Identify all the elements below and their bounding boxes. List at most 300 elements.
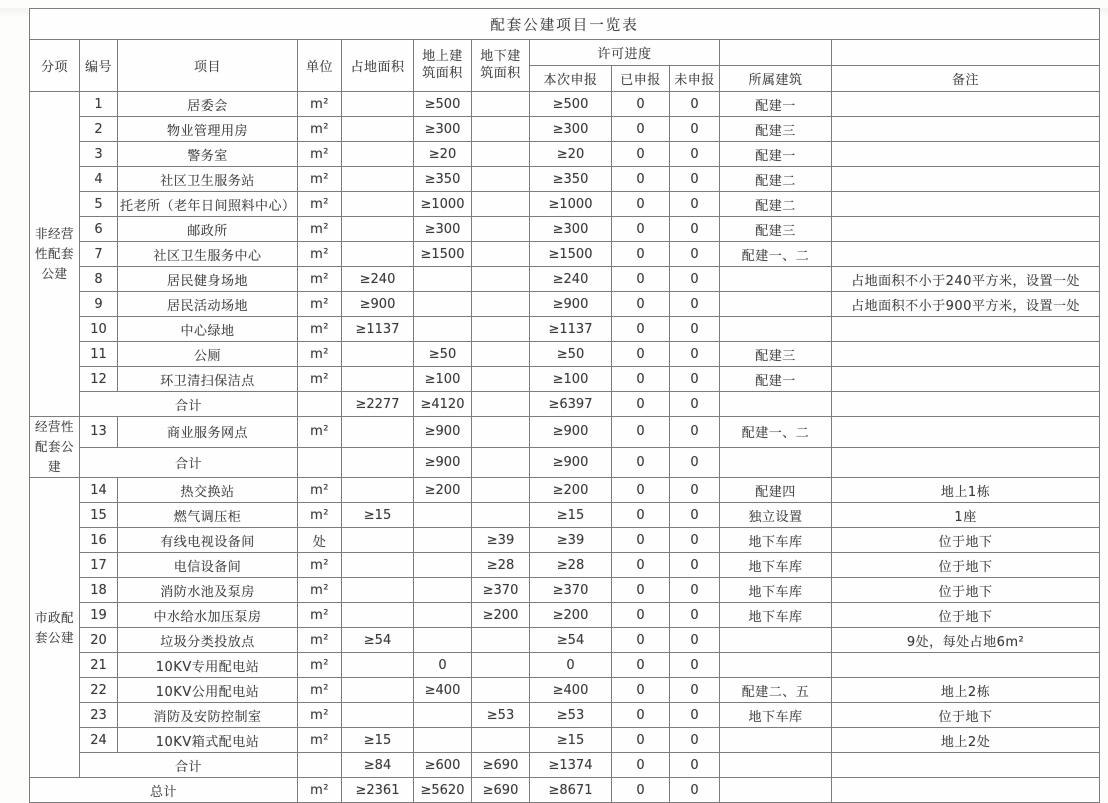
col-header-above-area: 地上建筑面积 bbox=[414, 40, 472, 92]
cell-land-area: ≥2361 bbox=[342, 778, 414, 803]
cell-project: 电信设备间 bbox=[118, 553, 298, 578]
table-row bbox=[30, 92, 1100, 117]
col-header-unit: 单位 bbox=[298, 40, 342, 92]
cell-land-area bbox=[342, 142, 414, 167]
public-facilities-table bbox=[29, 8, 1100, 803]
table-row bbox=[30, 167, 1100, 192]
cell-applied: 0 bbox=[612, 217, 670, 242]
cell-applied: 0 bbox=[612, 92, 670, 117]
cell-applied: 0 bbox=[612, 292, 670, 317]
table-row bbox=[30, 417, 1100, 448]
cell-applied: 0 bbox=[612, 678, 670, 703]
table-row bbox=[30, 678, 1100, 703]
cell-above-area: ≥900 bbox=[414, 417, 472, 448]
cell-remark bbox=[832, 447, 1100, 478]
cell-above-area bbox=[414, 553, 472, 578]
cell-building: 配建三 bbox=[720, 217, 832, 242]
cell-unit: m² bbox=[298, 417, 342, 448]
table-row bbox=[30, 603, 1100, 628]
cell-above-area: ≥1000 bbox=[414, 192, 472, 217]
cell-no: 5 bbox=[80, 192, 118, 217]
col-header-project: 项目 bbox=[118, 40, 298, 92]
cell-project: 托老所（老年日间照料中心） bbox=[118, 192, 298, 217]
cell-applied: 0 bbox=[612, 417, 670, 448]
cell-remark: 位于地下 bbox=[832, 703, 1100, 728]
table-row bbox=[30, 242, 1100, 267]
cell-land-area bbox=[342, 703, 414, 728]
cell-current-apply: ≥350 bbox=[530, 167, 612, 192]
cell-below-area bbox=[472, 447, 530, 478]
cell-project: 10KV专用配电站 bbox=[118, 653, 298, 678]
cell-below-area: ≥690 bbox=[472, 753, 530, 778]
table-title: 配套公建项目一览表 bbox=[30, 9, 1100, 40]
cell-not-applied: 0 bbox=[670, 342, 720, 367]
cell-building bbox=[720, 628, 832, 653]
cell-applied: 0 bbox=[612, 267, 670, 292]
cell-below-area bbox=[472, 367, 530, 392]
cell-remark bbox=[832, 342, 1100, 367]
cell-applied: 0 bbox=[612, 653, 670, 678]
cell-remark bbox=[832, 367, 1100, 392]
cell-not-applied: 0 bbox=[670, 367, 720, 392]
cell-no: 3 bbox=[80, 142, 118, 167]
cell-building: 配建一 bbox=[720, 142, 832, 167]
cell-land-area bbox=[342, 117, 414, 142]
cell-land-area bbox=[342, 653, 414, 678]
cell-project: 10KV公用配电站 bbox=[118, 678, 298, 703]
cell-building bbox=[720, 653, 832, 678]
cell-unit: m² bbox=[298, 117, 342, 142]
cell-project: 中心绿地 bbox=[118, 317, 298, 342]
col-header-remark: 备注 bbox=[832, 66, 1100, 92]
cell-building: 配建四 bbox=[720, 478, 832, 503]
cell-above-area: ≥300 bbox=[414, 217, 472, 242]
cell-no: 21 bbox=[80, 653, 118, 678]
cell-building bbox=[720, 292, 832, 317]
cell-below-area: ≥200 bbox=[472, 603, 530, 628]
cell-below-area bbox=[472, 678, 530, 703]
cell-no: 18 bbox=[80, 578, 118, 603]
cell-below-area bbox=[472, 728, 530, 753]
cell-current-apply: ≥300 bbox=[530, 117, 612, 142]
cell-no: 9 bbox=[80, 292, 118, 317]
cell-applied: 0 bbox=[612, 703, 670, 728]
table-row bbox=[30, 117, 1100, 142]
cell-no: 10 bbox=[80, 317, 118, 342]
cell-project: 居民活动场地 bbox=[118, 292, 298, 317]
cell-land-area bbox=[342, 217, 414, 242]
cell-below-area bbox=[472, 192, 530, 217]
table-row bbox=[30, 653, 1100, 678]
cell-current-apply: ≥400 bbox=[530, 678, 612, 703]
cell-below-area bbox=[472, 217, 530, 242]
group-label: 非经营性配套公建 bbox=[30, 92, 80, 417]
cell-land-area bbox=[342, 528, 414, 553]
cell-not-applied: 0 bbox=[670, 292, 720, 317]
cell-not-applied: 0 bbox=[670, 603, 720, 628]
cell-not-applied: 0 bbox=[670, 192, 720, 217]
header-row-1 bbox=[30, 40, 1100, 66]
col-header-sub-item: 分项 bbox=[30, 40, 80, 92]
cell-not-applied: 0 bbox=[670, 117, 720, 142]
cell-no: 15 bbox=[80, 503, 118, 528]
table-row bbox=[30, 317, 1100, 342]
cell-applied: 0 bbox=[612, 142, 670, 167]
cell-remark bbox=[832, 653, 1100, 678]
cell-not-applied: 0 bbox=[670, 417, 720, 448]
cell-below-area bbox=[472, 117, 530, 142]
table-row bbox=[30, 267, 1100, 292]
cell-building bbox=[720, 753, 832, 778]
cell-project: 垃圾分类投放点 bbox=[118, 628, 298, 653]
cell-above-area: ≥4120 bbox=[414, 392, 472, 417]
cell-current-apply: ≥54 bbox=[530, 628, 612, 653]
cell-remark: 9处，每处占地6m² bbox=[832, 628, 1100, 653]
cell-building bbox=[720, 267, 832, 292]
cell-current-apply: ≥370 bbox=[530, 578, 612, 603]
cell-not-applied: 0 bbox=[670, 728, 720, 753]
cell-not-applied: 0 bbox=[670, 753, 720, 778]
cell-above-area bbox=[414, 578, 472, 603]
table-row bbox=[30, 578, 1100, 603]
cell-building: 独立设置 bbox=[720, 503, 832, 528]
table-row bbox=[30, 528, 1100, 553]
cell-unit: m² bbox=[298, 703, 342, 728]
col-header-below-area: 地下建筑面积 bbox=[472, 40, 530, 92]
cell-applied: 0 bbox=[612, 553, 670, 578]
cell-below-area: ≥28 bbox=[472, 553, 530, 578]
cell-land-area bbox=[342, 603, 414, 628]
cell-above-area bbox=[414, 603, 472, 628]
cell-not-applied: 0 bbox=[670, 217, 720, 242]
cell-project: 居委会 bbox=[118, 92, 298, 117]
cell-building: 配建二、五 bbox=[720, 678, 832, 703]
cell-current-apply: 0 bbox=[530, 653, 612, 678]
cell-unit: 处 bbox=[298, 528, 342, 553]
cell-above-area bbox=[414, 292, 472, 317]
cell-applied: 0 bbox=[612, 628, 670, 653]
table-row bbox=[30, 217, 1100, 242]
cell-unit bbox=[298, 392, 342, 417]
cell-above-area bbox=[414, 317, 472, 342]
cell-above-area: ≥50 bbox=[414, 342, 472, 367]
cell-building: 配建一、二 bbox=[720, 242, 832, 267]
cell-project: 公厕 bbox=[118, 342, 298, 367]
cell-land-area bbox=[342, 367, 414, 392]
cell-unit: m² bbox=[298, 142, 342, 167]
cell-land-area: ≥240 bbox=[342, 267, 414, 292]
cell-no: 11 bbox=[80, 342, 118, 367]
cell-unit: m² bbox=[298, 92, 342, 117]
cell-building: 地下车库 bbox=[720, 703, 832, 728]
table-row bbox=[30, 192, 1100, 217]
cell-current-apply: ≥1374 bbox=[530, 753, 612, 778]
cell-unit: m² bbox=[298, 478, 342, 503]
cell-unit: m² bbox=[298, 553, 342, 578]
cell-remark bbox=[832, 417, 1100, 448]
cell-current-apply: ≥1137 bbox=[530, 317, 612, 342]
cell-building: 配建二 bbox=[720, 167, 832, 192]
cell-unit: m² bbox=[298, 342, 342, 367]
cell-no: 20 bbox=[80, 628, 118, 653]
cell-unit: m² bbox=[298, 678, 342, 703]
cell-current-apply: ≥28 bbox=[530, 553, 612, 578]
cell-land-area: ≥900 bbox=[342, 292, 414, 317]
col-header-current-apply: 本次申报 bbox=[530, 66, 612, 92]
cell-current-apply: ≥39 bbox=[530, 528, 612, 553]
cell-project: 中水给水加压泵房 bbox=[118, 603, 298, 628]
cell-building: 地下车库 bbox=[720, 603, 832, 628]
cell-not-applied: 0 bbox=[670, 653, 720, 678]
cell-above-area: ≥1500 bbox=[414, 242, 472, 267]
cell-project: 消防水池及泵房 bbox=[118, 578, 298, 603]
cell-above-area: 0 bbox=[414, 653, 472, 678]
cell-below-area bbox=[472, 292, 530, 317]
cell-current-apply: ≥15 bbox=[530, 728, 612, 753]
cell-project: 有线电视设备间 bbox=[118, 528, 298, 553]
cell-above-area: ≥900 bbox=[414, 447, 472, 478]
cell-land-area bbox=[342, 678, 414, 703]
cell-building: 配建一 bbox=[720, 367, 832, 392]
cell-remark bbox=[832, 778, 1100, 803]
cell-below-area bbox=[472, 478, 530, 503]
cell-no: 16 bbox=[80, 528, 118, 553]
cell-no: 4 bbox=[80, 167, 118, 192]
subtotal-row bbox=[30, 753, 1100, 778]
table-row bbox=[30, 367, 1100, 392]
cell-above-area bbox=[414, 267, 472, 292]
cell-remark: 位于地下 bbox=[832, 578, 1100, 603]
cell-project: 消防及安防控制室 bbox=[118, 703, 298, 728]
cell-above-area bbox=[414, 728, 472, 753]
cell-not-applied: 0 bbox=[670, 528, 720, 553]
cell-remark bbox=[832, 167, 1100, 192]
cell-above-area: ≥300 bbox=[414, 117, 472, 142]
cell-below-area bbox=[472, 628, 530, 653]
cell-applied: 0 bbox=[612, 117, 670, 142]
cell-current-apply: ≥1500 bbox=[530, 242, 612, 267]
subtotal-row bbox=[30, 392, 1100, 417]
cell-applied: 0 bbox=[612, 753, 670, 778]
table-row bbox=[30, 628, 1100, 653]
cell-applied: 0 bbox=[612, 392, 670, 417]
cell-below-area bbox=[472, 503, 530, 528]
table-row bbox=[30, 342, 1100, 367]
cell-below-area: ≥690 bbox=[472, 778, 530, 803]
cell-no: 23 bbox=[80, 703, 118, 728]
cell-land-area: ≥2277 bbox=[342, 392, 414, 417]
cell-land-area bbox=[342, 478, 414, 503]
cell-building bbox=[720, 392, 832, 417]
cell-applied: 0 bbox=[612, 578, 670, 603]
cell-applied: 0 bbox=[612, 778, 670, 803]
cell-building bbox=[720, 728, 832, 753]
cell-subtotal-label: 合计 bbox=[80, 447, 298, 478]
cell-unit: m² bbox=[298, 267, 342, 292]
scanned-document-page bbox=[0, 8, 1108, 800]
cell-land-area bbox=[342, 167, 414, 192]
cell-current-apply: ≥900 bbox=[530, 292, 612, 317]
cell-unit: m² bbox=[298, 728, 342, 753]
cell-project: 环卫清扫保洁点 bbox=[118, 367, 298, 392]
cell-below-area bbox=[472, 242, 530, 267]
col-header-not-applied: 未申报 bbox=[670, 66, 720, 92]
cell-unit: m² bbox=[298, 578, 342, 603]
cell-project: 热交换站 bbox=[118, 478, 298, 503]
cell-applied: 0 bbox=[612, 728, 670, 753]
cell-remark: 地上2处 bbox=[832, 728, 1100, 753]
table-row bbox=[30, 503, 1100, 528]
subtotal-row bbox=[30, 447, 1100, 478]
cell-not-applied: 0 bbox=[670, 317, 720, 342]
cell-applied: 0 bbox=[612, 528, 670, 553]
cell-not-applied: 0 bbox=[670, 142, 720, 167]
cell-current-apply: ≥500 bbox=[530, 92, 612, 117]
cell-remark bbox=[832, 753, 1100, 778]
cell-land-area bbox=[342, 578, 414, 603]
cell-no: 19 bbox=[80, 603, 118, 628]
cell-not-applied: 0 bbox=[670, 92, 720, 117]
cell-no: 24 bbox=[80, 728, 118, 753]
cell-current-apply: ≥100 bbox=[530, 367, 612, 392]
cell-no: 2 bbox=[80, 117, 118, 142]
table-row bbox=[30, 703, 1100, 728]
cell-not-applied: 0 bbox=[670, 553, 720, 578]
cell-below-area bbox=[472, 92, 530, 117]
cell-current-apply: ≥240 bbox=[530, 267, 612, 292]
cell-applied: 0 bbox=[612, 478, 670, 503]
cell-current-apply: ≥15 bbox=[530, 503, 612, 528]
cell-land-area: ≥84 bbox=[342, 753, 414, 778]
col-header-permit-progress: 许可进度 bbox=[530, 40, 720, 66]
cell-above-area: ≥200 bbox=[414, 478, 472, 503]
cell-unit: m² bbox=[298, 292, 342, 317]
cell-above-area bbox=[414, 703, 472, 728]
cell-above-area bbox=[414, 528, 472, 553]
cell-land-area bbox=[342, 342, 414, 367]
cell-below-area bbox=[472, 417, 530, 448]
cell-unit bbox=[298, 447, 342, 478]
title-row bbox=[30, 9, 1100, 40]
table-row bbox=[30, 478, 1100, 503]
cell-applied: 0 bbox=[612, 192, 670, 217]
cell-land-area: ≥54 bbox=[342, 628, 414, 653]
col-header-no: 编号 bbox=[80, 40, 118, 92]
table-row bbox=[30, 553, 1100, 578]
cell-current-apply: ≥200 bbox=[530, 478, 612, 503]
cell-unit: m² bbox=[298, 167, 342, 192]
cell-unit: m² bbox=[298, 242, 342, 267]
cell-above-area: ≥20 bbox=[414, 142, 472, 167]
cell-land-area bbox=[342, 192, 414, 217]
cell-remark: 位于地下 bbox=[832, 553, 1100, 578]
cell-remark: 占地面积不小于900平方米，设置一处 bbox=[832, 292, 1100, 317]
cell-below-area: ≥39 bbox=[472, 528, 530, 553]
cell-not-applied: 0 bbox=[670, 778, 720, 803]
cell-no: 8 bbox=[80, 267, 118, 292]
cell-not-applied: 0 bbox=[670, 578, 720, 603]
table-row bbox=[30, 142, 1100, 167]
cell-remark: 地上1栋 bbox=[832, 478, 1100, 503]
cell-above-area: ≥350 bbox=[414, 167, 472, 192]
col-header-land-area: 占地面积 bbox=[342, 40, 414, 92]
cell-above-area: ≥500 bbox=[414, 92, 472, 117]
cell-subtotal-label: 合计 bbox=[80, 392, 298, 417]
cell-remark: 占地面积不小于240平方米，设置一处 bbox=[832, 267, 1100, 292]
cell-project: 居民健身场地 bbox=[118, 267, 298, 292]
cell-applied: 0 bbox=[612, 242, 670, 267]
cell-applied: 0 bbox=[612, 317, 670, 342]
grand-total-row bbox=[30, 778, 1100, 803]
cell-not-applied: 0 bbox=[670, 478, 720, 503]
cell-current-apply: ≥200 bbox=[530, 603, 612, 628]
cell-land-area bbox=[342, 92, 414, 117]
cell-above-area: ≥400 bbox=[414, 678, 472, 703]
cell-unit: m² bbox=[298, 367, 342, 392]
cell-project: 社区卫生服务站 bbox=[118, 167, 298, 192]
cell-applied: 0 bbox=[612, 447, 670, 478]
cell-below-area bbox=[472, 142, 530, 167]
cell-current-apply: ≥900 bbox=[530, 417, 612, 448]
group-label: 经营性配套公建 bbox=[30, 417, 80, 478]
cell-building: 地下车库 bbox=[720, 553, 832, 578]
cell-current-apply: ≥1000 bbox=[530, 192, 612, 217]
cell-not-applied: 0 bbox=[670, 167, 720, 192]
cell-remark bbox=[832, 142, 1100, 167]
cell-no: 22 bbox=[80, 678, 118, 703]
cell-project: 警务室 bbox=[118, 142, 298, 167]
cell-not-applied: 0 bbox=[670, 267, 720, 292]
cell-land-area bbox=[342, 447, 414, 478]
cell-above-area bbox=[414, 628, 472, 653]
cell-current-apply: ≥900 bbox=[530, 447, 612, 478]
cell-land-area bbox=[342, 417, 414, 448]
cell-above-area bbox=[414, 503, 472, 528]
cell-project: 邮政所 bbox=[118, 217, 298, 242]
cell-applied: 0 bbox=[612, 603, 670, 628]
cell-land-area: ≥15 bbox=[342, 728, 414, 753]
cell-land-area: ≥1137 bbox=[342, 317, 414, 342]
cell-current-apply: ≥20 bbox=[530, 142, 612, 167]
cell-project: 商业服务网点 bbox=[118, 417, 298, 448]
cell-current-apply: ≥6397 bbox=[530, 392, 612, 417]
cell-building: 地下车库 bbox=[720, 578, 832, 603]
cell-unit: m² bbox=[298, 778, 342, 803]
cell-not-applied: 0 bbox=[670, 628, 720, 653]
cell-building bbox=[720, 447, 832, 478]
cell-unit: m² bbox=[298, 603, 342, 628]
cell-no: 14 bbox=[80, 478, 118, 503]
cell-no: 1 bbox=[80, 92, 118, 117]
header-spacer-building bbox=[720, 40, 832, 66]
cell-building: 配建三 bbox=[720, 342, 832, 367]
cell-subtotal-label: 合计 bbox=[80, 753, 298, 778]
cell-building: 配建一、二 bbox=[720, 417, 832, 448]
cell-unit: m² bbox=[298, 192, 342, 217]
cell-unit bbox=[298, 753, 342, 778]
cell-remark bbox=[832, 217, 1100, 242]
cell-unit: m² bbox=[298, 217, 342, 242]
cell-above-area: ≥100 bbox=[414, 367, 472, 392]
cell-building bbox=[720, 778, 832, 803]
cell-remark: 位于地下 bbox=[832, 603, 1100, 628]
cell-building: 地下车库 bbox=[720, 528, 832, 553]
cell-building: 配建二 bbox=[720, 192, 832, 217]
cell-building bbox=[720, 317, 832, 342]
cell-unit: m² bbox=[298, 628, 342, 653]
cell-total-label: 总计 bbox=[30, 778, 298, 803]
cell-below-area bbox=[472, 167, 530, 192]
